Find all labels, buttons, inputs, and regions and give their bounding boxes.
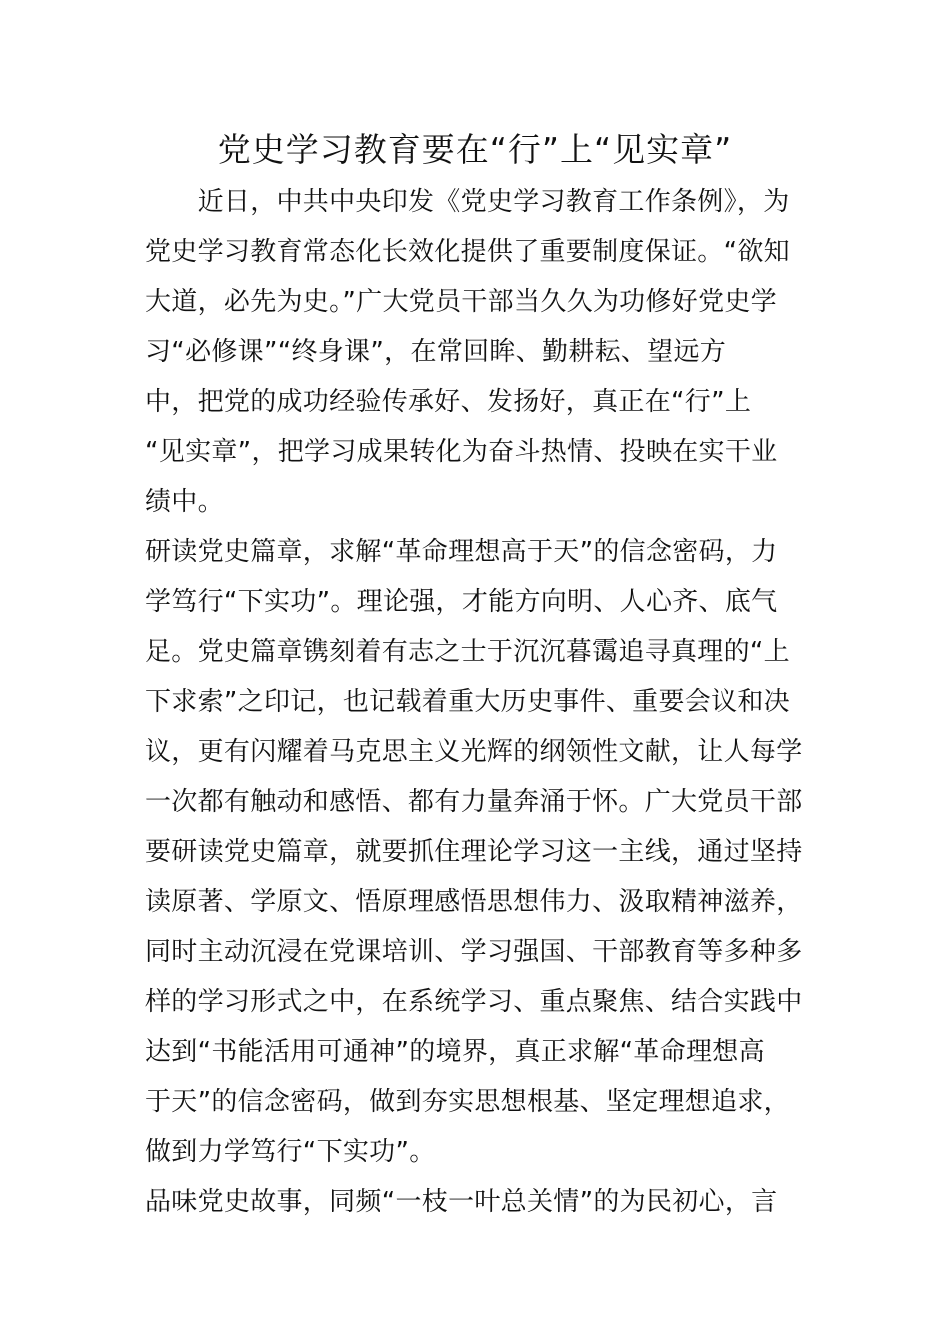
body-line: 绩中。 <box>145 487 224 517</box>
body-line: “见实章”，把学习成果转化为奋斗热情、投映在实干业 <box>145 437 778 467</box>
body-line: 读原著、学原文、悟原理感悟思想伟力、汲取精神滋养， <box>145 887 803 917</box>
body-line: 中，把党的成功经验传承好、发扬好，真正在“行”上 <box>145 387 752 417</box>
body-line: 做到力学笃行“下实功”。 <box>145 1137 436 1167</box>
body-line: 党史学习教育常态化长效化提供了重要制度保证。“欲知 <box>145 237 790 267</box>
body-line: 一次都有触动和感悟、都有力量奔涌于怀。广大党员干部 <box>145 787 803 817</box>
body-line: 品味党史故事，同频“一枝一叶总关情”的为民初心，言 <box>145 1187 778 1217</box>
body-line: 议，更有闪耀着马克思主义光辉的纲领性文献，让人每学 <box>145 737 803 767</box>
body-line: 大道，必先为史。”广大党员干部当久久为功修好党史学 <box>145 287 777 317</box>
body-line: 研读党史篇章，求解“革命理想高于天”的信念密码，力 <box>145 537 778 567</box>
body-line: 下求索”之印记，也记载着重大历史事件、重要会议和决 <box>145 687 790 717</box>
body-line: 于天”的信念密码，做到夯实思想根基、坚定理想追求， <box>145 1087 790 1117</box>
body-line: 同时主动沉浸在党课培训、学习强国、干部教育等多种多 <box>145 937 803 967</box>
document-title: 党史学习教育要在“行”上“见实章” <box>217 130 733 169</box>
body-line: 学笃行“下实功”。理论强，才能方向明、人心齐、底气 <box>145 587 778 617</box>
body-line: 要研读党史篇章，就要抓住理论学习这一主线，通过坚持 <box>145 837 803 867</box>
body-line: 近日，中共中央印发《党史学习教育工作条例》，为 <box>145 187 790 217</box>
body-line: 达到“书能活用可通神”的境界，真正求解“革命理想高 <box>145 1037 765 1067</box>
body-line: 习“必修课”“终身课”，在常回眸、勤耕耘、望远方 <box>145 337 727 367</box>
body-line: 样的学习形式之中，在系统学习、重点聚焦、结合实践中 <box>145 987 803 1017</box>
body-line: 足。党史篇章镌刻着有志之士于沉沉暮霭追寻真理的“上 <box>145 637 790 667</box>
